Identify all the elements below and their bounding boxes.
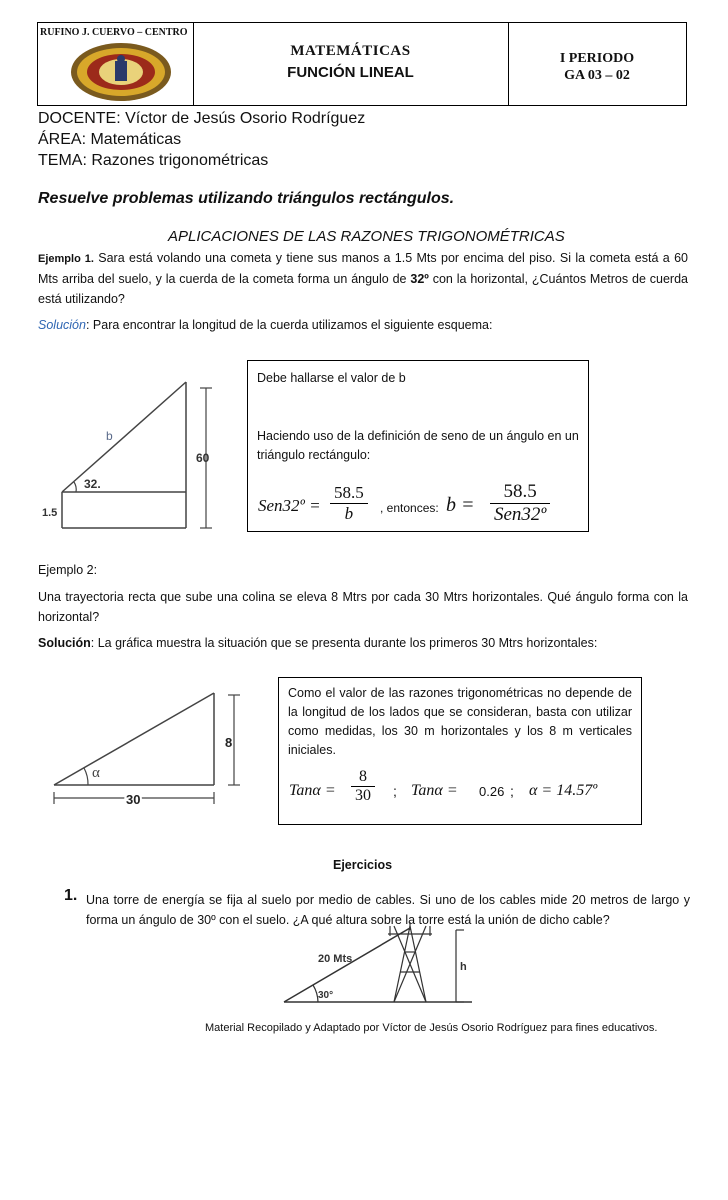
tan-denominator: 30: [355, 787, 371, 804]
angle-label: 32.: [84, 477, 101, 491]
tan-fraction: [351, 768, 375, 805]
period-label: I PERIODO: [559, 51, 635, 66]
example1-text-a: Sara está volando una cometa y tiene sus manos a 1.5 Mts por encima del piso. Si la cometa está a 60 Mts arriba del suelo, y la cuerda de la cometa forma un ángulo de: [38, 251, 688, 286]
cable-angle-label: 30°: [318, 990, 334, 1001]
example2-explanation-box: [278, 677, 642, 825]
sine-denominator: b: [344, 504, 354, 523]
example1-angle: 32º: [410, 272, 429, 286]
example1-solution-text: : Para encontrar la longitud de la cuerda utilizamos el siguiente esquema:: [85, 318, 493, 332]
hypotenuse-label: b: [106, 429, 113, 443]
objective: Resuelve problemas utilizando triángulos rectángulos.: [38, 190, 455, 207]
tan-eq-left: Tanα =: [289, 782, 336, 799]
example2-solution-text: : La gráfica muestra la situación que se presenta durante los primeros 30 Mtrs horizontales:: [90, 636, 598, 650]
exercise1-text: Una torre de energía se fija al suelo por medio de cables. Si uno de los cables mide 20 metros de largo y forma un ángulo de 30º con el suelo. ¿A qué altura sobre la torre está la unión de dicho cable?: [86, 893, 690, 927]
separator-1: ;: [393, 783, 397, 799]
height-label: 60: [196, 451, 210, 465]
subject-cell: [193, 23, 509, 105]
section-title: APLICACIONES DE LAS RAZONES TRIGONOMÉTRICAS: [168, 228, 565, 245]
example1-statement: [38, 248, 688, 309]
subject-title: MATEMÁTICAS: [290, 43, 411, 59]
alpha-result: α = 14.57º: [529, 782, 598, 799]
example2-statement: Una trayectoria recta que sube una colina se eleva 8 Mtrs por cada 30 Mtrs horizontales. Qué ángulo forma con la horizontal?: [38, 590, 688, 624]
example1-text-b: con la horizontal, ¿Cuántos Metros de cuerda está utilizando?: [38, 272, 688, 306]
b-equation-left: b =: [446, 494, 475, 516]
meta-block: [38, 108, 365, 171]
tower-diagram: [282, 922, 482, 1008]
box2-text: Como el valor de las razones trigonométricas no depende de la longitud de los lados que se consideran, basta con utilizar como medidas, los 30 m horizontales y los 8 m verticales iniciales.: [288, 686, 632, 757]
group-code: GA 03 – 02: [564, 68, 630, 83]
slope-hypotenuse: [54, 693, 214, 785]
teacher-line: DOCENTE: Víctor de Jesús Osorio Rodríguez: [38, 110, 366, 127]
cable-line: [284, 928, 410, 1002]
box1-line1: Debe hallarse el valor de b: [257, 371, 406, 385]
example1-solution-label: Solución: [38, 318, 86, 332]
box2-equations: [289, 768, 634, 818]
example1-solution: [38, 315, 688, 335]
sine-numerator: 58.5: [330, 483, 368, 504]
slope-diagram: [40, 685, 250, 810]
separator-2: ;: [510, 783, 514, 799]
exercises-title: Ejercicios: [333, 858, 393, 872]
period-cell: [508, 23, 686, 105]
tan-eq-right: Tanα =: [411, 782, 458, 799]
sine-equation-left: Sen32º =: [258, 496, 321, 515]
school-logo-icon: [66, 41, 176, 103]
run-label: 30: [126, 792, 141, 807]
footer-credit: Material Recopilado y Adaptado por Víctor de Jesús Osorio Rodríguez para fines educativos.: [205, 1022, 658, 1034]
exercise1-number: 1.: [64, 887, 78, 904]
alpha-arc: [84, 768, 88, 785]
b-numerator: 58.5: [490, 481, 550, 504]
example1-explanation-box: [247, 360, 589, 532]
tower-icon: [388, 922, 432, 1002]
cable-label: 20 Mts: [318, 953, 353, 965]
kite-string-line: [62, 382, 186, 492]
b-fraction: [490, 481, 550, 526]
box1-equations: [258, 481, 583, 531]
alpha-label: α: [92, 765, 100, 781]
school-cell: [38, 23, 194, 105]
connector-text: , entonces:: [380, 501, 439, 515]
example2-solution: [38, 633, 688, 653]
example2-solution-label: Solución: [38, 636, 91, 650]
box1-line2: Haciendo uso de la definición de seno de un ángulo en un triángulo rectángulo:: [257, 429, 579, 462]
example1-label: Ejemplo 1.: [38, 253, 94, 265]
example2-label: Ejemplo 2:: [38, 563, 98, 577]
angle-arc: [74, 482, 76, 492]
b-denominator: Sen32º: [494, 504, 547, 525]
tan-numerator: 8: [351, 768, 375, 787]
hand-height-label: 1.5: [42, 507, 58, 519]
tower-height-label: h: [460, 961, 467, 973]
topic-line: TEMA: Razones trigonométricas: [38, 152, 269, 169]
school-name: RUFINO J. CUERVO – CENTRO: [40, 27, 188, 38]
header-table: [37, 22, 687, 106]
rise-label: 8: [225, 735, 233, 750]
subject-subtitle: FUNCIÓN LINEAL: [287, 64, 414, 81]
tan-value: 0.26: [479, 784, 505, 799]
kite-diagram: [38, 370, 228, 535]
sine-fraction: [330, 483, 368, 524]
area-line: ÁREA: Matemáticas: [38, 131, 182, 148]
